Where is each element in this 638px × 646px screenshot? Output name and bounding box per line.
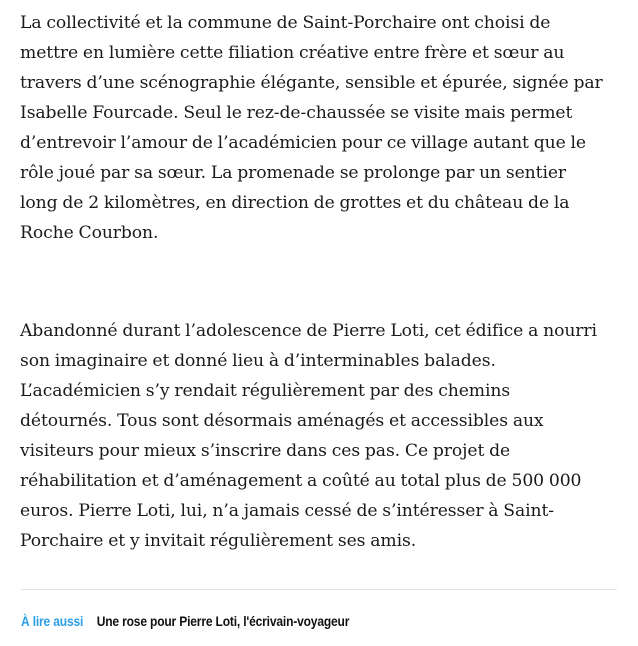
paragraph-line: rôle joué par sa sœur. La promenade se prolonge par un sentier <box>20 163 567 183</box>
read-also-label: À lire aussi <box>21 613 84 629</box>
paragraph-line: mettre en lumière cette filiation créative entre frère et sœur au <box>20 43 565 63</box>
paragraph-line: d’entrevoir l’amour de l’académicien pour ce village autant que le <box>20 133 586 153</box>
paragraph-line: La collectivité et la commune de Saint-Porchaire ont choisi de <box>20 13 551 33</box>
section-divider <box>21 589 617 590</box>
paragraph-line: son imaginaire et donné lieu à d’interminables balades. <box>20 351 496 371</box>
paragraph-line: Abandonné durant l’adolescence de Pierre Loti, cet édifice a nourri <box>20 321 597 341</box>
paragraph-line: Roche Courbon. <box>20 223 159 243</box>
paragraph-line: visiteurs pour mieux s’inscrire dans ces pas. Ce projet de <box>20 441 511 461</box>
paragraph-line: long de 2 kilomètres, en direction de grottes et du château de la <box>20 193 570 213</box>
paragraph-line: détournés. Tous sont désormais aménagés et accessibles aux <box>20 411 544 431</box>
paragraph-line: Porchaire et y invitait régulièrement ses amis. <box>20 531 417 551</box>
read-also-block <box>21 611 349 631</box>
paragraph-line: Isabelle Fourcade. Seul le rez-de-chaussée se visite mais permet <box>20 103 573 123</box>
paragraph-line: réhabilitation et d’aménagement a coûté au total plus de 500 000 <box>20 471 582 491</box>
read-also-link[interactable]: Une rose pour Pierre Loti, l'écrivain-voyageur <box>96 613 350 629</box>
paragraph-line: euros. Pierre Loti, lui, n’a jamais cessé de s’intéresser à Saint- <box>20 501 555 521</box>
paragraph-line: travers d’une scénographie élégante, sensible et épurée, signée par <box>20 73 603 93</box>
article-paragraph <box>20 8 620 248</box>
paragraph-line: L’académicien s’y rendait régulièrement par des chemins <box>20 381 511 401</box>
article-paragraph <box>20 316 620 556</box>
